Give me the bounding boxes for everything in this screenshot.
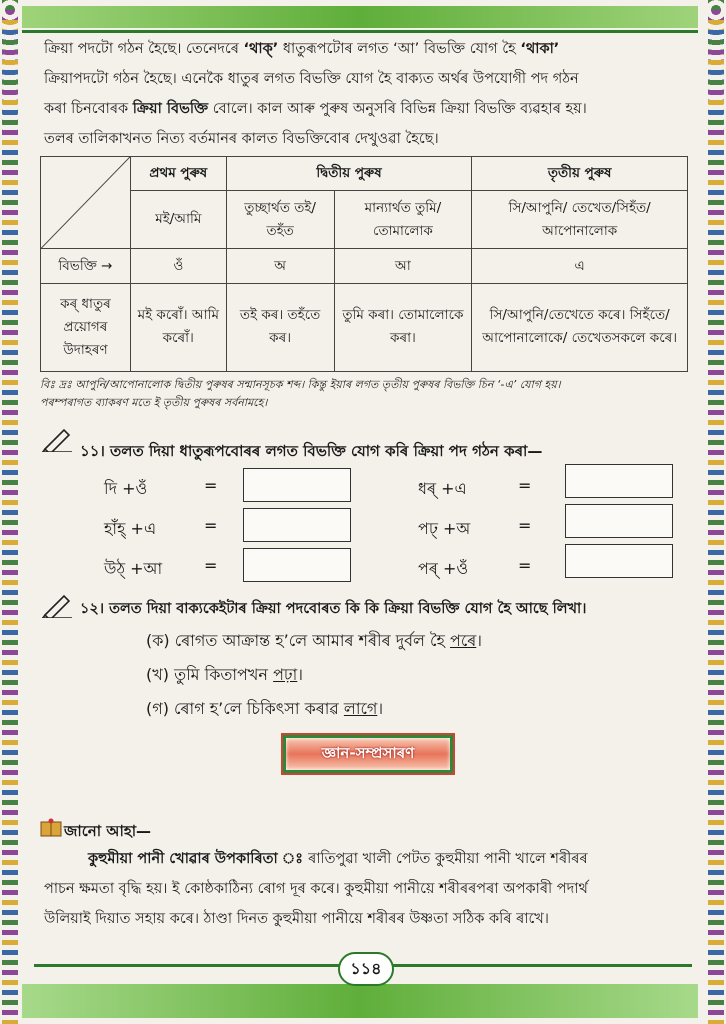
cell-ex-second-b: তুমি কৰা। তোমালোকে কৰা। (334, 283, 472, 371)
question-12-title: ১২। তলত দিয়া বাক্যকেইটাৰ ক্ৰিয়া পদবোৰত কি কি ক্ৰিয়া বিভক্তি যোগ হৈ আছে লিখা। (80, 601, 587, 617)
know-line-1: কুহুমীয়া পানী খোৱাৰ উপকাৰিতা ঃ ৰাতিপুৱা খালী পেটত কুহুমীয়া পানী খালে শৰীৰৰ (88, 851, 588, 867)
question-11-title: ১১। তলত দিয়া ধাতুৰূপবোৰৰ লগত বিভক্তি যোগ কৰি ক্ৰিয়া পদ গঠন কৰা— (80, 442, 543, 460)
q11-eq-6: = (518, 556, 532, 575)
intro-line-2: ক্ৰিয়াপদটো গঠন হৈছে। এনেকৈ ধাতুৰ লগত বিভক্তি যোগ হৈ বাক্যত অৰ্থৰ উপযোগী পদ গঠন (44, 71, 579, 87)
bottom-green-bar (22, 984, 698, 1018)
page-number: ১১৪ (338, 952, 394, 986)
q11-item-6: পৰ্ +ওঁ (418, 559, 469, 578)
q11-answer-box-3[interactable] (243, 548, 351, 582)
intro-line-3: কৰা চিনবোৰক ক্ৰিয়া বিভক্তি বোলে। কাল আৰু পুৰুষ অনুসৰি বিভিন্ন ক্ৰিয়া বিভক্তি ব্যৱহাৰ হয়। (44, 101, 587, 117)
pencil-icon (42, 594, 72, 618)
footnote-line-1: বিঃ দ্ৰঃ আপুনি/আপোনালোক দ্বিতীয় পুৰুষৰ সন্মানসূচক শব্দ। কিন্তু ইয়াৰ লগত তৃতীয় পুৰুষৰ বিভক্তি চিন ‘-এ’ যোগ হয়। (40, 378, 561, 391)
q11-answer-box-6[interactable] (565, 544, 673, 578)
cell-vib-second-a: অ (226, 249, 334, 283)
q12-sentence-c: (গ) ৰোগ হ’লে চিকিৎসা কৰাৱ লাগে। (146, 699, 384, 718)
footnote-line-2: পৰম্পৰাগত ব্যাকৰণ মতে ই তৃতীয় পুৰুষৰ সৰ্বনামহে। (40, 396, 268, 409)
diagonal-header-cell (41, 157, 131, 249)
footnote (40, 376, 688, 412)
left-border-decoration (2, 0, 18, 1024)
cell-ex-first: মই কৰোঁ। আমি কৰোঁ। (130, 283, 226, 371)
cell-third-subject: সি/আপুনি/ তেখেত/সিহঁত/আপোনালোক (472, 191, 688, 249)
book-icon (40, 818, 62, 838)
know-line-2: পাচন ক্ষমতা বৃদ্ধি হয়। ই কোষ্ঠকাঠিন্য ৰোগ দূৰ কৰে। কুহুমীয়া পানীয়ে শৰীৰৰপৰা অপকাৰী পদাৰ্থ (44, 881, 588, 897)
header-first-person: প্ৰথম পুৰুষ (130, 157, 226, 191)
q11-item-2: হাঁহ্ +এ (104, 519, 157, 538)
pencil-icon (42, 428, 72, 452)
cell-second-subject-a: তুচ্ছাৰ্থত তই/ তহঁত (226, 191, 334, 249)
cell-ex-third: সি/আপুনি/তেখেতে কৰে। সিহঁতে/আপোনালোকে/ তেখেতসকলে কৰে। (472, 283, 688, 371)
q12-sentence-b: (খ) তুমি কিতাপখন পঢ়া। (146, 665, 304, 684)
q11-eq-1: = (204, 476, 218, 495)
cell-vib-third: এ (472, 249, 688, 283)
header-second-person: দ্বিতীয় পুৰুষ (226, 157, 472, 191)
intro-line-4: তলৰ তালিকাখনত নিত্য বৰ্তমানৰ কালত বিভক্তিবোৰ দেখুওৱা হৈছে। (44, 131, 439, 147)
know-line-3: উলিয়াই দিয়াত সহায় কৰে। ঠাণ্ডা দিনত কুহুমীয়া পানীয়ে শৰীৰৰ উষ্ণতা সঠিক কৰি ৰাখে। (44, 911, 549, 927)
vibhakti-table (40, 156, 688, 372)
q12-sentence-a: (ক) ৰোগত আক্ৰান্ত হ’লে আমাৰ শৰীৰ দুৰ্বল হৈ পৰে। (146, 631, 483, 650)
q11-answer-box-4[interactable] (565, 464, 673, 498)
cell-vib-first: ওঁ (130, 249, 226, 283)
q11-eq-3: = (204, 556, 218, 575)
cell-vib-second-b: আ (334, 249, 472, 283)
q11-answer-box-2[interactable] (243, 508, 351, 542)
row-label-example: কৰ্ ধাতুৰ প্ৰয়োগৰ উদাহৰণ (41, 283, 131, 371)
cell-second-subject-b: মান্যাৰ্থত তুমি/ তোমালোক (334, 191, 472, 249)
header-third-person: তৃতীয় পুৰুষ (472, 157, 688, 191)
q11-item-5: পঢ্ +অ (418, 519, 471, 538)
q11-item-4: ধৰ্ +এ (418, 479, 467, 498)
row-label-vibhakti: বিভক্তি → (41, 249, 131, 283)
intro-line-1: ক্ৰিয়া পদটো গঠন হৈছে। তেনেদৰে ‘থাক্’ ধাতুৰূপটোৰ লগত ‘আ’ বিভক্তি যোগ হৈ ‘থাকা’ (44, 41, 560, 57)
q11-item-1: দি +ওঁ (104, 479, 148, 498)
q11-answer-box-5[interactable] (565, 504, 673, 538)
q11-eq-2: = (204, 516, 218, 535)
q11-item-3: উঠ্ +আ (104, 559, 163, 578)
top-rule (22, 30, 698, 33)
right-border-decoration (708, 0, 724, 1024)
cell-ex-second-a: তই কৰ। তহঁতে কৰ। (226, 283, 334, 371)
q11-answer-box-1[interactable] (243, 468, 351, 502)
top-green-bar (22, 6, 698, 28)
know-more-paragraph (44, 844, 686, 934)
cell-first-subject: মই/আমি (130, 191, 226, 249)
knowledge-expansion-banner: জ্ঞান-সম্প্ৰসাৰণ (283, 735, 453, 773)
intro-paragraph (44, 34, 686, 154)
q11-eq-4: = (518, 476, 532, 495)
q11-eq-5: = (518, 516, 532, 535)
know-more-heading: জানো আহা— (64, 822, 152, 840)
